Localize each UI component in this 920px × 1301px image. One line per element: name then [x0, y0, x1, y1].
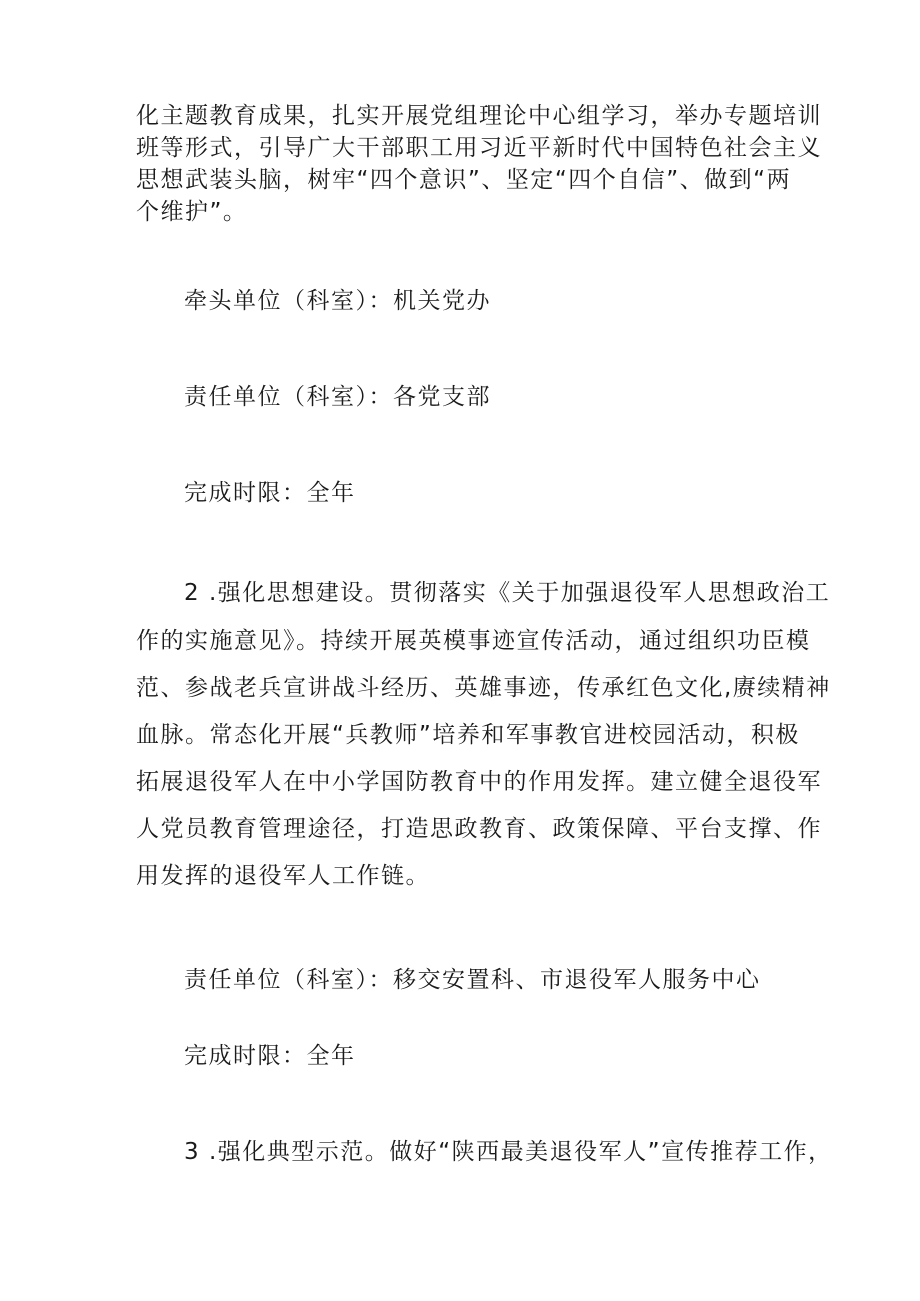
paragraph-1-line-3: 思想武装头脑，树牢“四个意识”、坚定“四个自信”、做到“两	[136, 167, 792, 193]
deadline-text: 完成时限：全年	[184, 480, 356, 506]
deadline-text-2: 完成时限：全年	[184, 1043, 356, 1069]
paragraph-2-line-7: 用发挥的退役军人工作链。	[136, 863, 430, 889]
responsible-unit-text-2: 责任单位（科室）：移交安置科、市退役军人服务中心	[184, 967, 761, 993]
paragraph-2-line-6: 人党员教育管理途径，打造思政教育、政策保障、平台支撑、作	[136, 816, 822, 842]
paragraph-1-line-1: 化主题教育成果，扎实开展党组理论中心组学习，举办专题培训	[136, 103, 822, 129]
paragraph-2-line-3: 范、参战老兵宣讲战斗经历、英雄事迹，传承红色文化,赓续精神	[136, 675, 831, 701]
paragraph-1-line-2: 班等形式，引导广大干部职工用习近平新时代中国特色社会主义	[136, 135, 822, 161]
lead-unit-text: 牵头单位（科室）：机关党办	[184, 288, 491, 314]
paragraph-3-line-1: 3 .强化典型示范。做好“陕西最美退役军人”宣传推荐工作，	[184, 1139, 833, 1165]
paragraph-2-line-2: 作的实施意见》。持续开展英模事迹宣传活动，通过组织功臣模	[136, 628, 811, 654]
paragraph-2-line-1: 2 .强化思想建设。贯彻落实《关于加强退役军人思想政治工	[184, 580, 831, 606]
responsible-unit-text: 责任单位（科室）：各党支部	[184, 384, 491, 410]
paragraph-1-line-4: 个维护”。	[136, 199, 248, 225]
paragraph-2-line-5: 拓展退役军人在中小学国防教育中的作用发挥。建立健全退役军	[136, 769, 822, 795]
paragraph-2-line-4: 血脉。常态化开展“兵教师”培养和军事教官进校园活动，积极	[136, 722, 800, 748]
